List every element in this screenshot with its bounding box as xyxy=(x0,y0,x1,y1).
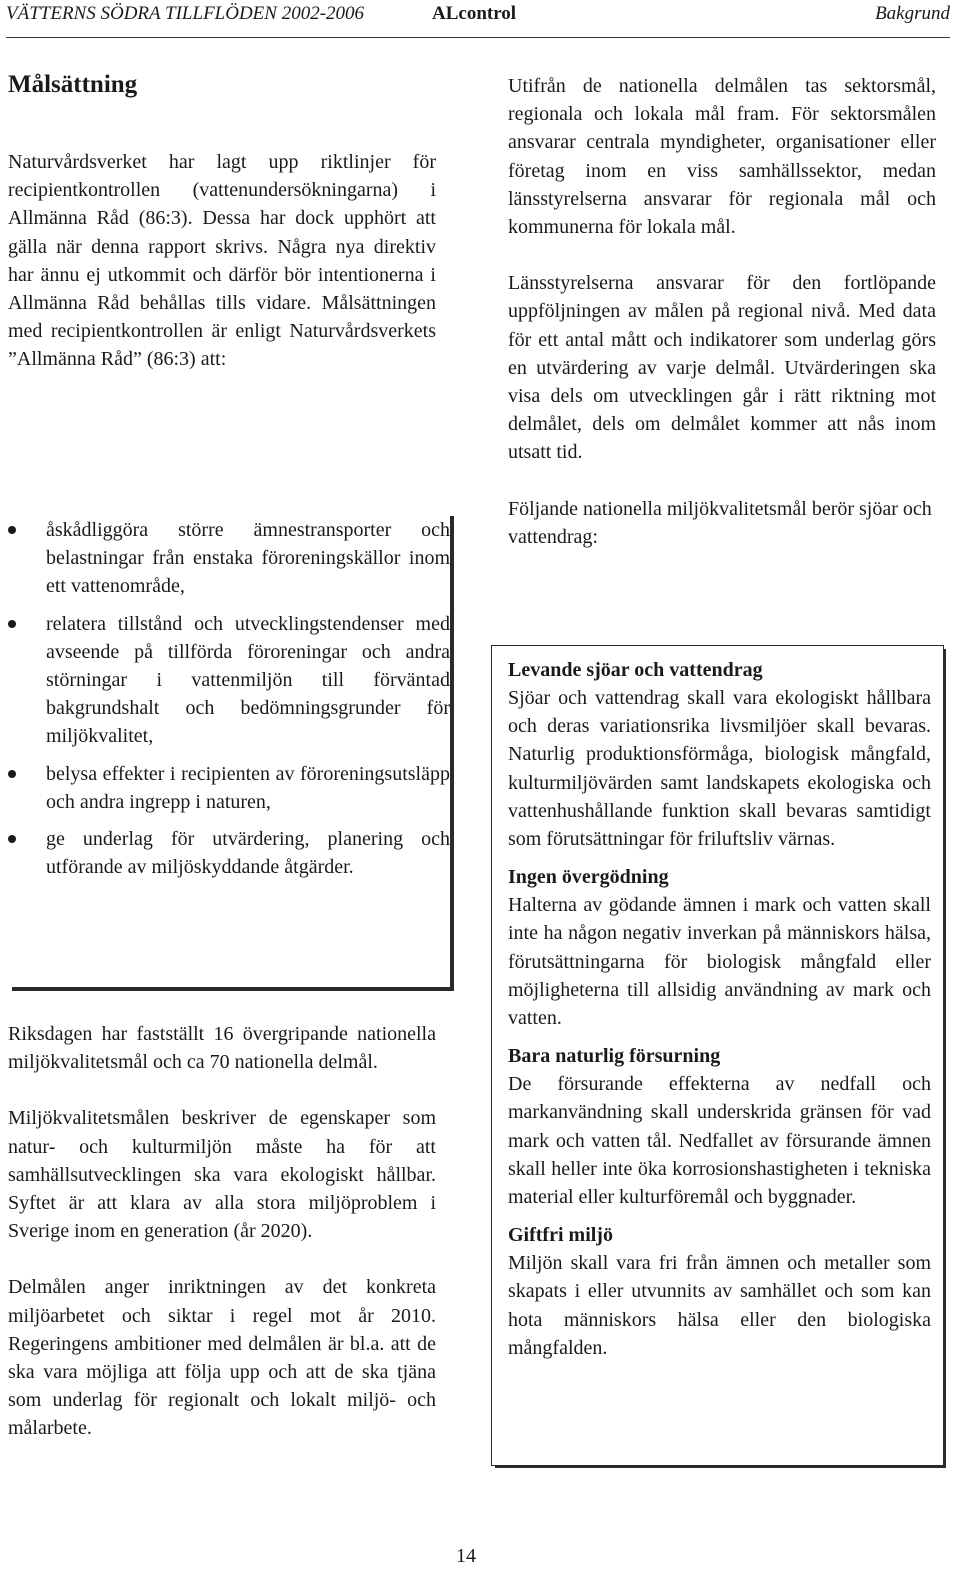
intro-paragraph: Naturvårdsverket har lagt upp riktlinjer för recipientkontrollen (vattenundersökningarna) i Allmänna Råd (86:3). Dessa har dock upphört att gälla när denna rapport skrivs. Några nya direktiv har ännu ej utkommit och därför bör intentionerna i Allmänna Råd behållas tills vidare. Målsättningen med recipientkontrollen är enligt Naturvårdsverkets ”Allmänna Råd” (86:3) att: xyxy=(8,151,436,371)
sektor-paragraph: Utifrån de nationella delmålen tas sektorsmål, regionala och lokala mål fram. För sektorsmålen ansvarar centrala myndigheter, organisationer eller företag inom en viss samhällssektor, medan länsstyrelserna ansvarar för regionala mål och kommunerna för lokala mål. xyxy=(508,75,936,239)
list-item: åskådliggöra större ämnestransporter och belastningar från enstaka föroreningskällor inom ett vattenområde, xyxy=(8,516,450,601)
goal-text: De försurande effekterna av nedfall och markanvändning skall underskrida gränsen för vad mark och vatten tål. Nedfallet av försurande ämnen skall heller inte öka korrosionshastigheten i tekniska material eller kulturföremål och byggnader. xyxy=(508,1073,931,1209)
bullet-icon xyxy=(8,770,16,778)
section-title: Målsättning xyxy=(8,71,138,98)
goal-item xyxy=(508,1042,931,1211)
goal-heading: Giftfri miljö xyxy=(508,1224,613,1247)
bullet-icon xyxy=(8,835,16,843)
header-company: ALcontrol xyxy=(432,3,517,24)
left-column xyxy=(8,70,450,1440)
riksdagen-paragraph: Riksdagen har fastställt 16 övergripande nationella miljökvalitetsmål och ca 70 nationella delmål. xyxy=(8,1023,436,1074)
list-item: ge underlag för utvärdering, planering och utförande av miljöskyddande åtgärder. xyxy=(8,825,450,881)
bullet-icon xyxy=(8,526,16,534)
right-column xyxy=(508,72,936,551)
lansstyrelse-paragraph: Länsstyrelserna ansvarar för den fortlöpande uppföljningen av målen på regional nivå. Med data för ett antal mått och indikatorer som underlag görs en utvärdering av varje delmål. Utvärderingen ska visa dels om utvecklingen går i rätt riktning mot delmålet, dels om delmålet kommer att nås inom utsatt tid. xyxy=(508,272,936,464)
list-item: belysa effekter i recipienten av föroreningsutsläpp och andra ingrepp i naturen, xyxy=(8,760,450,816)
goal-item xyxy=(508,863,931,1032)
goal-text: Halterna av gödande ämnen i mark och vatten skall inte ha någon negativ inverkan på människors hälsa, förutsättningarna för biologisk mångfald eller möjligheterna till allsidig användning av mark och vatten. xyxy=(508,894,931,1030)
header-report-title: VÄTTERNS SÖDRA TILLFLÖDEN 2002-2006 xyxy=(6,3,365,24)
bullet-icon xyxy=(8,620,16,628)
page-header xyxy=(6,0,950,30)
objectives-list xyxy=(8,516,450,881)
environmental-goals-box xyxy=(492,646,943,1465)
header-divider xyxy=(6,37,950,38)
page-number: 14 xyxy=(456,1545,476,1567)
goal-text: Sjöar och vattendrag skall vara ekologiskt hållbara och deras variationsrika livsmiljöer skall bevaras. Naturlig produktionsförmåga, biologisk mångfald, kulturmiljövärden samt landskapets ekologiska och vattenhushållande funktion skall bevaras samtidigt som förutsättningar för friluftsliv värnas. xyxy=(508,687,931,851)
header-section: Bakgrund xyxy=(875,3,950,24)
goal-heading: Levande sjöar och vattendrag xyxy=(508,659,763,681)
goal-item xyxy=(508,656,931,853)
delmal-paragraph: Delmålen anger inriktningen av det konkreta miljöarbetet och siktar i regel mot år 2010. Regeringens ambitioner med delmålen är bl.a. att de ska vara möjliga att följa upp och att de ska tjäna som underlag för regionalt och lokalt miljö- och målarbete. xyxy=(8,1276,436,1440)
miljokvalitet-paragraph: Miljökvalitetsmålen beskriver de egenskaper som natur- och kulturmiljön måste ha för att samhällsutvecklingen ska vara ekologiskt hållbar. Syftet är att klara av alla stora miljöproblem i Sverige inom en generation (år 2020). xyxy=(8,1107,436,1243)
foljande-paragraph: Följande nationella miljökvalitetsmål berör sjöar och vattendrag: xyxy=(508,497,932,548)
goal-heading: Bara naturlig försurning xyxy=(508,1045,721,1068)
list-item: relatera tillstånd och utvecklingstendenser med avseende på tillförda föroreningar och andra störningar i vattenmiljön till förväntad bakgrundshalt och bedömningsgrunder för miljökvalitet, xyxy=(8,610,450,751)
goal-text: Miljön skall vara fri från ämnen och metaller som skapats i eller utvunnits av samhället och som kan hota människors hälsa eller den biologiska mångfalden. xyxy=(508,1252,931,1359)
goal-item xyxy=(508,1221,931,1362)
goal-heading: Ingen övergödning xyxy=(508,866,669,889)
objectives-box xyxy=(8,512,450,987)
